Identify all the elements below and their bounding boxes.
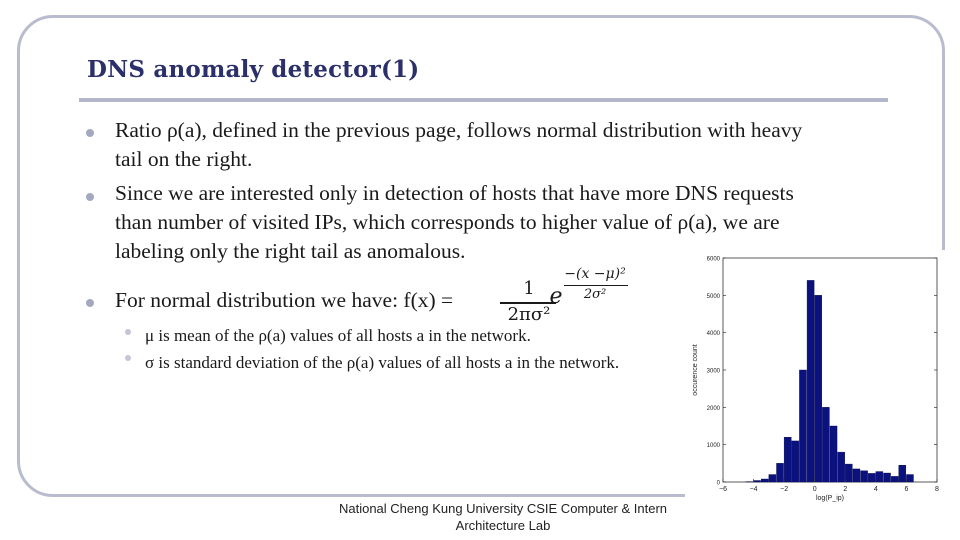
bullet-3 [115, 286, 453, 315]
histogram-bar [807, 280, 814, 482]
formula-exp-denominator: 2σ² [583, 287, 607, 302]
histogram-bar [822, 407, 829, 482]
y-tick-label: 3000 [706, 368, 720, 375]
histogram-bar [845, 464, 852, 482]
bullet-marker [86, 299, 94, 307]
sub-bullet-marker [125, 355, 131, 361]
bullet-marker [86, 193, 94, 201]
histogram-bar [853, 469, 860, 482]
x-tick-label: −2 [780, 486, 789, 493]
footer [318, 500, 688, 534]
x-tick-label: 2 [843, 486, 848, 493]
histogram-bar [792, 441, 799, 482]
histogram-bar [799, 370, 806, 482]
x-tick-label: −6 [719, 486, 727, 493]
bullet-1 [115, 116, 802, 174]
y-tick-label: 0 [716, 480, 720, 487]
slide-title: DNS anomaly detector(1) [87, 56, 420, 83]
x-tick-label: 8 [935, 486, 939, 493]
histogram-bar [815, 295, 822, 482]
y-axis-label: occurence count [692, 344, 699, 396]
histogram-bar [769, 475, 776, 482]
bullet-marker [86, 129, 94, 137]
title-divider [79, 98, 888, 102]
histogram-bar [838, 452, 845, 482]
y-tick-label: 4000 [706, 331, 720, 338]
histogram-bar [891, 476, 898, 482]
x-tick-label: 0 [812, 486, 817, 493]
formula-exp-line [564, 285, 628, 286]
histogram-bar [868, 473, 875, 482]
bullet-1-line-1: Ratio ρ(a), defined in the previous page, follows normal distribution with heavy [115, 118, 803, 142]
x-tick-label: 4 [873, 486, 878, 493]
sub-bullet-2: σ is standard deviation of the ρ(a) values of all hosts a in the network. [145, 353, 620, 372]
y-tick-label: 1000 [706, 443, 720, 450]
bullet-3-line-1: For normal distribution we have: f(x) = [115, 288, 454, 312]
sub-bullet-1: μ is mean of the ρ(a) values of all hosts a in the network. [145, 326, 531, 345]
histogram-bar [830, 426, 837, 482]
histogram-bar [777, 463, 784, 482]
histogram-bar [876, 472, 883, 482]
x-tick-label: 6 [904, 486, 909, 493]
bullet-2-line-1: Since we are interested only in detection of hosts that have more DNS requests [115, 181, 794, 205]
formula-denominator: 2πσ² [507, 304, 551, 325]
bullet-1-line-2: tail on the right. [115, 147, 253, 171]
x-axis-label: log(P_ip) [815, 495, 845, 502]
formula-exp-base: e [549, 284, 563, 309]
formula-numerator: 1 [523, 278, 535, 299]
footer-line-2: Architecture Lab [455, 518, 551, 533]
formula-exp-numerator: −(x −μ)² [564, 266, 626, 282]
histogram-bar [906, 475, 913, 482]
x-tick-label: −4 [749, 486, 758, 493]
footer-line-1: National Cheng Kung University CSIE Computer & Intern [338, 501, 668, 516]
bullet-2-line-2: than number of visited IPs, which corresponds to higher value of ρ(a), we are [115, 210, 780, 234]
histogram-bar [861, 471, 868, 482]
histogram-chart [685, 250, 960, 520]
histogram-bar [784, 437, 791, 482]
histogram-bar [884, 473, 891, 482]
sub-bullet-marker [125, 329, 131, 335]
histogram-bar [899, 465, 906, 482]
histogram-bar [754, 481, 761, 482]
bullet-2-line-3: labeling only the right tail as anomalous. [115, 239, 466, 263]
y-tick-label: 6000 [706, 256, 720, 263]
y-tick-label: 5000 [706, 293, 720, 300]
histogram-bar [761, 479, 768, 482]
y-tick-label: 2000 [706, 405, 720, 412]
